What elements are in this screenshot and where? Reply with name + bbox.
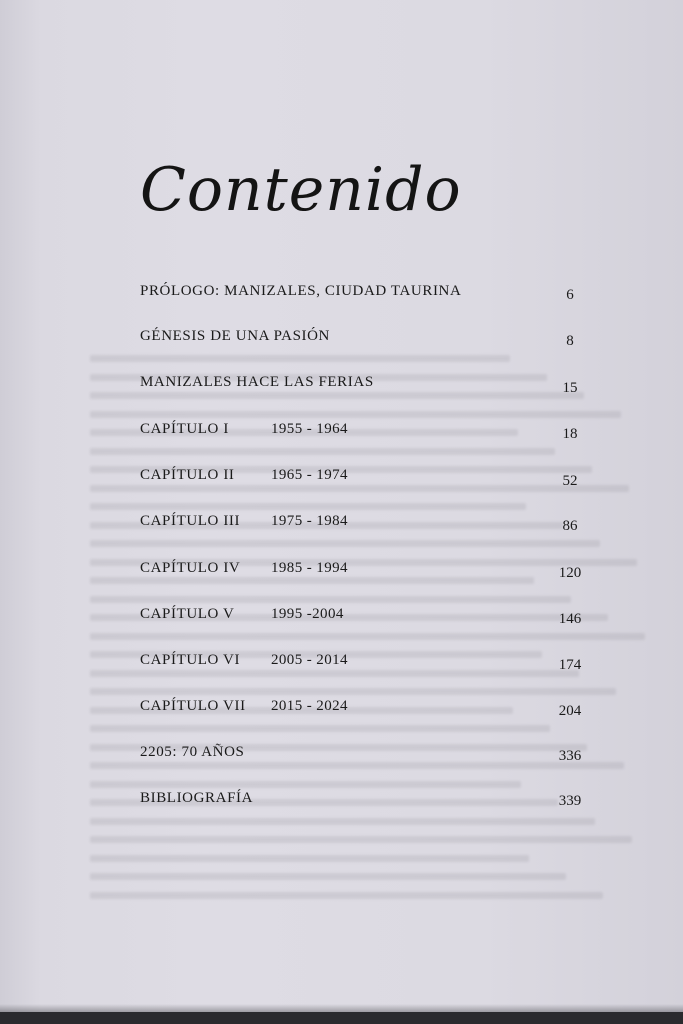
toc-entry-years: 1955 - 1964 xyxy=(271,421,348,437)
toc-entry-page-number: 339 xyxy=(558,793,582,809)
toc-entry-label: BIBLIOGRAFÍA xyxy=(140,790,254,806)
toc-entry-capitulo-2 xyxy=(0,467,683,491)
toc-entry-prologo xyxy=(0,283,683,307)
toc-entry-years: 1985 - 1994 xyxy=(271,560,348,576)
toc-entry-label: CAPÍTULO VI xyxy=(140,652,241,668)
toc-entry-capitulo-4 xyxy=(0,560,683,584)
toc-entry-page-number: 6 xyxy=(566,287,574,303)
toc-entry-page-number: 336 xyxy=(558,748,582,764)
toc-entry-genesis xyxy=(0,328,683,352)
toc-entry-years: 1995 -2004 xyxy=(271,606,344,622)
toc-entry-page-number: 174 xyxy=(558,657,582,673)
toc-entry-capitulo-3 xyxy=(0,513,683,537)
toc-entry-label: CAPÍTULO I xyxy=(140,421,229,437)
toc-entry-label: CAPÍTULO V xyxy=(140,606,235,622)
toc-entry-70-anos xyxy=(0,744,683,768)
toc-entry-years: 1965 - 1974 xyxy=(271,467,348,483)
toc-entry-label: 2205: 70 AÑOS xyxy=(140,744,245,760)
toc-entry-page-number: 15 xyxy=(562,380,578,396)
toc-entry-label: CAPÍTULO IV xyxy=(140,560,241,576)
toc-entry-capitulo-7 xyxy=(0,698,683,722)
toc-entry-years: 2015 - 2024 xyxy=(271,698,348,714)
toc-entry-page-number: 86 xyxy=(562,518,578,534)
toc-entry-years: 1975 - 1984 xyxy=(271,513,348,529)
toc-entry-page-number: 18 xyxy=(562,426,578,442)
toc-entry-label: CAPÍTULO II xyxy=(140,467,235,483)
toc-entry-years: 2005 - 2014 xyxy=(271,652,348,668)
toc-entry-label: PRÓLOGO: MANIZALES, CIUDAD TAURINA xyxy=(140,283,462,299)
toc-entry-ferias xyxy=(0,374,683,398)
toc-entry-page-number: 204 xyxy=(558,703,582,719)
toc-entry-page-number: 120 xyxy=(558,565,582,581)
toc-entry-capitulo-5 xyxy=(0,606,683,630)
toc-entry-label: CAPÍTULO III xyxy=(140,513,241,529)
toc-entry-label: GÉNESIS DE UNA PASIÓN xyxy=(140,328,330,344)
toc-entry-bibliografia xyxy=(0,790,683,814)
toc-entry-label: CAPÍTULO VII xyxy=(140,698,246,714)
toc-entry-capitulo-1 xyxy=(0,421,683,445)
page-edge-shadow xyxy=(0,1004,683,1012)
toc-entry-capitulo-6 xyxy=(0,652,683,676)
toc-entry-page-number: 8 xyxy=(566,333,574,349)
toc-entry-page-number: 52 xyxy=(562,473,578,489)
toc-entry-label: MANIZALES HACE LAS FERIAS xyxy=(140,374,374,390)
toc-entry-page-number: 146 xyxy=(558,611,582,627)
page-title: Contenido xyxy=(140,155,462,225)
